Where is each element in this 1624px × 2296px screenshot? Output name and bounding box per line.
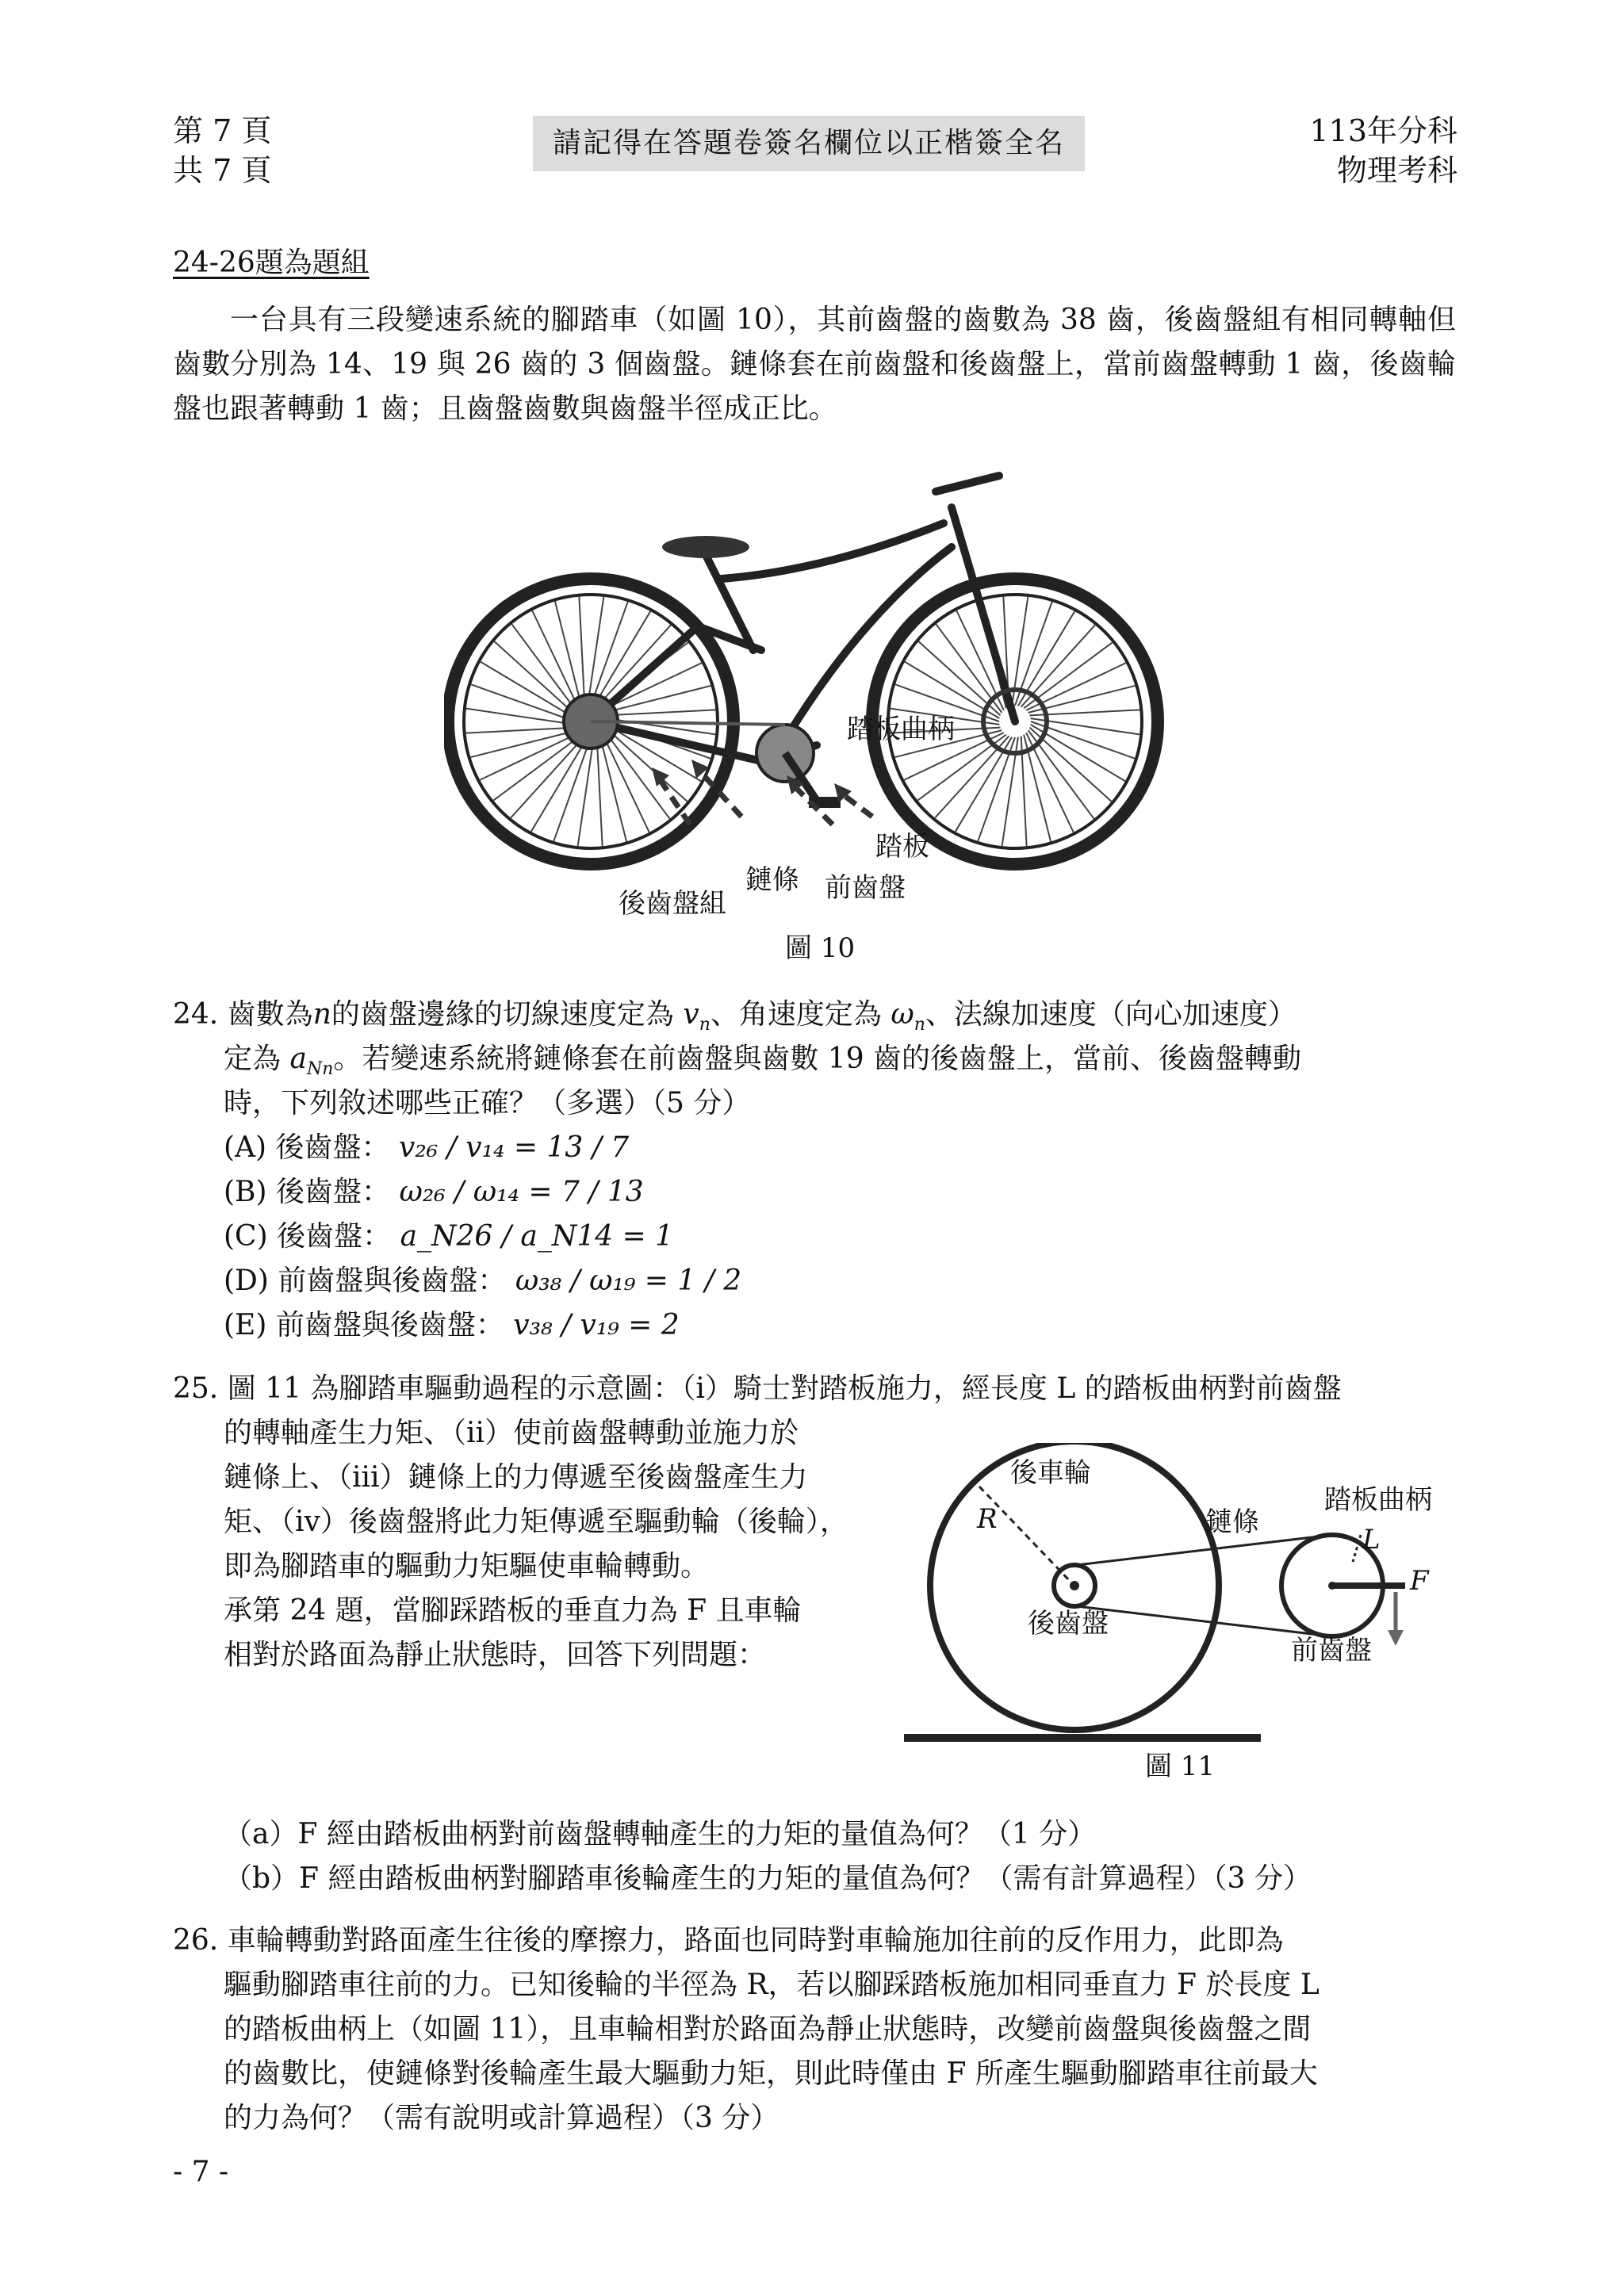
q26-line1: 26. 車輪轉動對路面產生往後的摩擦力，路面也同時對車輪施加往前的反作用力，此即為 (173, 1924, 1284, 1957)
spoke (555, 602, 582, 709)
spoke (599, 735, 626, 842)
spoke (471, 684, 575, 721)
spoke (597, 736, 603, 846)
page-number-block (173, 111, 271, 190)
q25-number: 25. (173, 1372, 219, 1405)
fig11-label-rear-gear: 後齒盤 (1028, 1608, 1109, 1640)
spoke (605, 710, 715, 715)
q25-line1: 25. 圖 11 為腳踏車驅動過程的示意圖：（ⅰ）騎士對踏板施力，經長度 L 的踏板曲柄對前齒盤 (173, 1372, 1342, 1405)
figure-10-bicycle (444, 460, 1182, 920)
fig11-label-rear-wheel: 後車輪 (1010, 1457, 1091, 1489)
chain-drawing (591, 721, 785, 725)
fig11-label-front-gear: 前齒盤 (1291, 1635, 1372, 1667)
fig11-label-R: R (977, 1503, 998, 1535)
exam-info (1309, 111, 1457, 190)
handlebar (936, 476, 999, 492)
q26-number: 26. (173, 1924, 219, 1957)
label-crank: 踏板曲柄 (847, 714, 955, 745)
q26-line3: 的踏板曲柄上（如圖 11），且車輪相對於路面為靜止狀態時，改變前齒盤與後齒盤之間 (224, 2013, 1312, 2045)
fig11-label-L: L (1362, 1524, 1381, 1556)
group-title: 24-26題為題組 (173, 247, 370, 279)
q25-line3: 鏈條上、（ⅲ）鏈條上的力傳遞至後齒盤產生力 (224, 1461, 808, 1494)
q24-line3: 時，下列敘述哪些正確？（多選）（5 分） (224, 1087, 751, 1119)
q26-line5: 的力為何？（需有說明或計算過程）（3 分） (224, 2102, 779, 2134)
q24-line1: 24. 齒數為n的齒盤邊緣的切線速度定為 $v_n$、角速度定為 $\omega_n$、法線加速度（向心加速度） (173, 998, 1297, 1035)
q24-option-b[interactable]: (B) 後齒盤： ω₂₆ / ω₁₄ = 7 / 13 (224, 1176, 644, 1208)
q24-line2: 定為 $a_{Nn}$。若變速系統將鏈條套在前齒盤與齒數 19 齒的後齒盤上，當前、後齒盤轉動 (224, 1043, 1302, 1080)
q24-option-c[interactable]: (C) 後齒盤： a_N26 / a_N14 = 1 (224, 1220, 674, 1253)
symbol-omega-n: $\omega_n$ (891, 998, 925, 1035)
figure-11-caption: 圖 11 (1145, 1751, 1216, 1782)
exam-year: 113年分科 (1309, 113, 1457, 148)
q25-line7: 相對於路面為靜止狀態時，回答下列問題： (224, 1639, 767, 1671)
page-footer: - 7 - (173, 2156, 229, 2188)
label-chain: 鏈條 (745, 864, 799, 896)
figure-10-caption: 圖 10 (785, 932, 856, 964)
spoke (579, 597, 584, 707)
signature-notice: 請記得在答題卷簽名欄位以正楷簽全名 (533, 116, 1085, 171)
exam-subject: 物理考科 (1336, 153, 1457, 188)
q25-line2: 的轉軸產生力矩、（ⅱ）使前齒盤轉動並施力於 (224, 1417, 799, 1449)
spoke (553, 737, 591, 841)
saddle (662, 536, 749, 558)
spoke (471, 730, 578, 757)
q25-sub-a: （a）F 經由踏板曲柄對前齒盤轉軸產生的力矩的量值為何？（1 分） (224, 1818, 1097, 1850)
intro-paragraph: 一台具有三段變速系統的腳踏車（如圖 10），其前齒盤的齒數為 38 齒，後齒盤組有相同轉軸但齒數分別為 14、19 與 26 齒的 3 個齒盤。鏈條套在前齒盤和後齒盤上，當前齒盤轉動 1 齒，後齒輪盤也跟著轉動 1 齒；且齒盤齒數與齒盤半徑成正比。 (173, 304, 1456, 425)
label-pedal: 踏板 (875, 831, 929, 863)
label-rear-cassette: 後齒盤組 (619, 888, 726, 920)
q25-sub-b: （b）F 經由踏板曲柄對腳踏車後輪產生的力矩的量值為何？（需有計算過程）（3 分） (224, 1862, 1312, 1895)
q26-line2: 驅動腳踏車往前的力。已知後輪的半徑為 R，若以腳踩踏板施加相同垂直力 F 於長度 L (224, 1969, 1320, 2001)
q24-option-a[interactable]: (A) 後齒盤： v₂₆ / v₁₄ = 13 / 7 (224, 1131, 630, 1164)
top-tube (722, 523, 944, 579)
q25-line4: 矩、（ⅳ）後齒盤將此力矩傳遞至驅動輪（後輪）， (224, 1506, 848, 1538)
q24-option-e[interactable]: (E) 前齒盤與後齒盤： v₃₈ / v₁₉ = 2 (224, 1309, 680, 1341)
q25-line6: 承第 24 題，當腳踩踏板的垂直力為 F 且車輪 (224, 1594, 802, 1627)
q25-line5: 即為腳踏車的驅動力矩驅使車輪轉動。 (224, 1550, 710, 1582)
symbol-v-n: $v_n$ (683, 998, 710, 1035)
symbol-a-Nn: $a_{Nn}$ (289, 1043, 334, 1080)
label-front-gear: 前齒盤 (825, 872, 906, 904)
spoke (466, 728, 576, 733)
q24-number: 24. (173, 998, 219, 1031)
q26-line4: 的齒數比，使鏈條對後輪產生最大驅動力矩，則此時僅由 F 所產生驅動腳踏車往前最大 (224, 2057, 1318, 2090)
fig11-label-F: F (1410, 1565, 1429, 1597)
fig11-label-chain: 鏈條 (1205, 1506, 1259, 1538)
total-pages: 共 7 頁 (173, 153, 272, 188)
page-number: 第 7 頁 (173, 113, 272, 148)
q24-option-d[interactable]: (D) 前齒盤與後齒盤： ω₃₈ / ω₁₉ = 1 / 2 (224, 1265, 742, 1297)
fig11-label-crank: 踏板曲柄 (1324, 1484, 1432, 1516)
